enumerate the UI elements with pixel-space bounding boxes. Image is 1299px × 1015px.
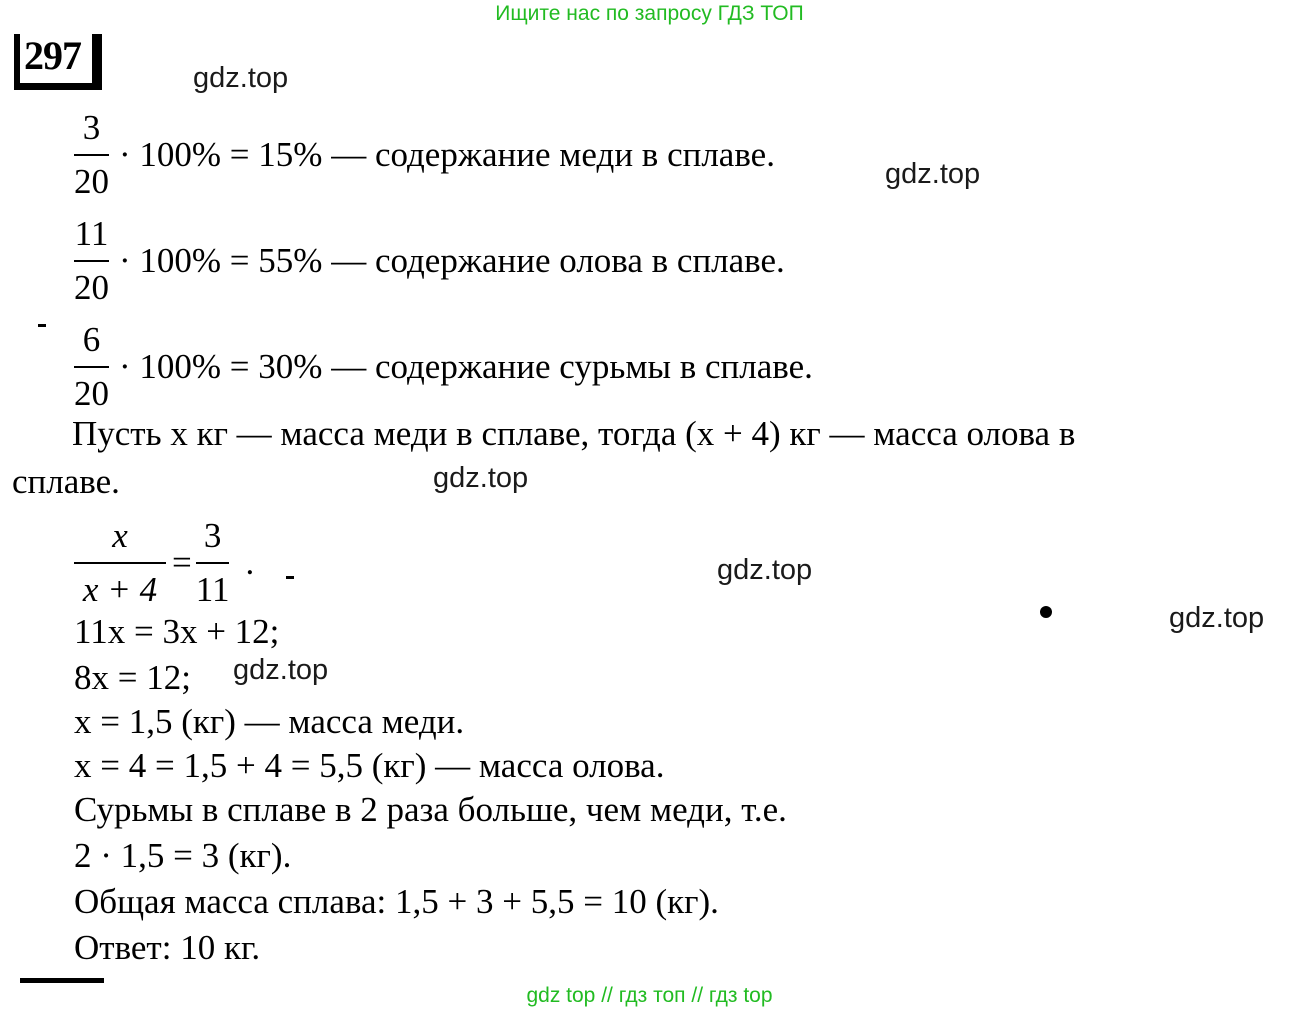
watermark: gdz.top [433,462,529,494]
equals-sign: = [172,543,192,582]
solution-line: 8x = 12; [74,658,191,697]
watermark: gdz.top [717,554,813,586]
scan-speck [38,324,46,327]
solution-line: x = 1,5 (кг) — масса меди. [74,702,465,741]
answer-line: Ответ: 10 кг. [74,928,261,967]
paragraph-line-2: сплаве. [12,462,120,501]
fraction-bar [74,154,109,156]
equation-period: . [245,543,255,582]
fraction-denominator: 20 [74,268,109,307]
fraction-text: · 100% = 30% — содержание сурьмы в сплаве. [119,347,813,386]
fraction-text: · 100% = 15% — содержание меди в сплаве. [119,135,775,174]
fraction-numerator: 3 [203,516,222,555]
problem-number: 297 [24,33,81,78]
solution-line: Общая масса сплава: 1,5 + 3 + 5,5 = 10 (кг). [74,882,719,921]
bottom-rule [20,978,104,983]
watermark: gdz.top [193,62,289,94]
watermark: gdz.top [1169,602,1265,634]
fraction-bar [74,562,166,564]
fraction-denominator: 20 [74,374,109,413]
solution-line: Сурьмы в сплаве в 2 раза больше, чем меди, т.е. [74,790,787,829]
fraction-numerator: 3 [82,108,101,147]
fraction-row-antimony [74,316,813,418]
watermark: gdz.top [885,158,981,190]
fraction-denominator: x + 4 [82,570,158,609]
fraction [74,210,109,312]
equation-rhs [196,512,230,614]
watermark: gdz.top [233,654,329,686]
fraction [74,104,109,206]
fraction-text: · 100% = 55% — содержание олова в сплаве. [119,241,785,280]
fraction-denominator: 11 [195,570,230,609]
fraction-denominator: 20 [74,162,109,201]
fraction-bar [196,562,230,564]
paragraph-line-1: Пусть x кг — масса меди в сплаве, тогда (x + 4) кг — масса олова в [72,414,1076,453]
top-banner: Ищите нас по запросу ГДЗ ТОП [495,2,804,25]
solution-line: x = 4 = 1,5 + 4 = 5,5 (кг) — масса олова. [74,746,665,785]
scan-speck [1040,606,1052,618]
equation-row [74,512,254,614]
problem-number-box [14,34,102,90]
solution-line: 11x = 3x + 12; [74,612,280,651]
solution-line: 2 · 1,5 = 3 (кг). [74,836,292,875]
fraction-numerator: 11 [74,214,109,253]
fraction-bar [74,260,109,262]
scan-speck [286,576,294,579]
bottom-banner: gdz top // гдз топ // гдз top [526,984,773,1007]
fraction-row-copper [74,104,775,206]
fraction-row-tin [74,210,785,312]
fraction-bar [74,366,109,368]
equation-lhs [74,512,166,614]
fraction-numerator: x [112,516,128,555]
fraction [74,316,109,418]
fraction-numerator: 6 [82,320,101,359]
